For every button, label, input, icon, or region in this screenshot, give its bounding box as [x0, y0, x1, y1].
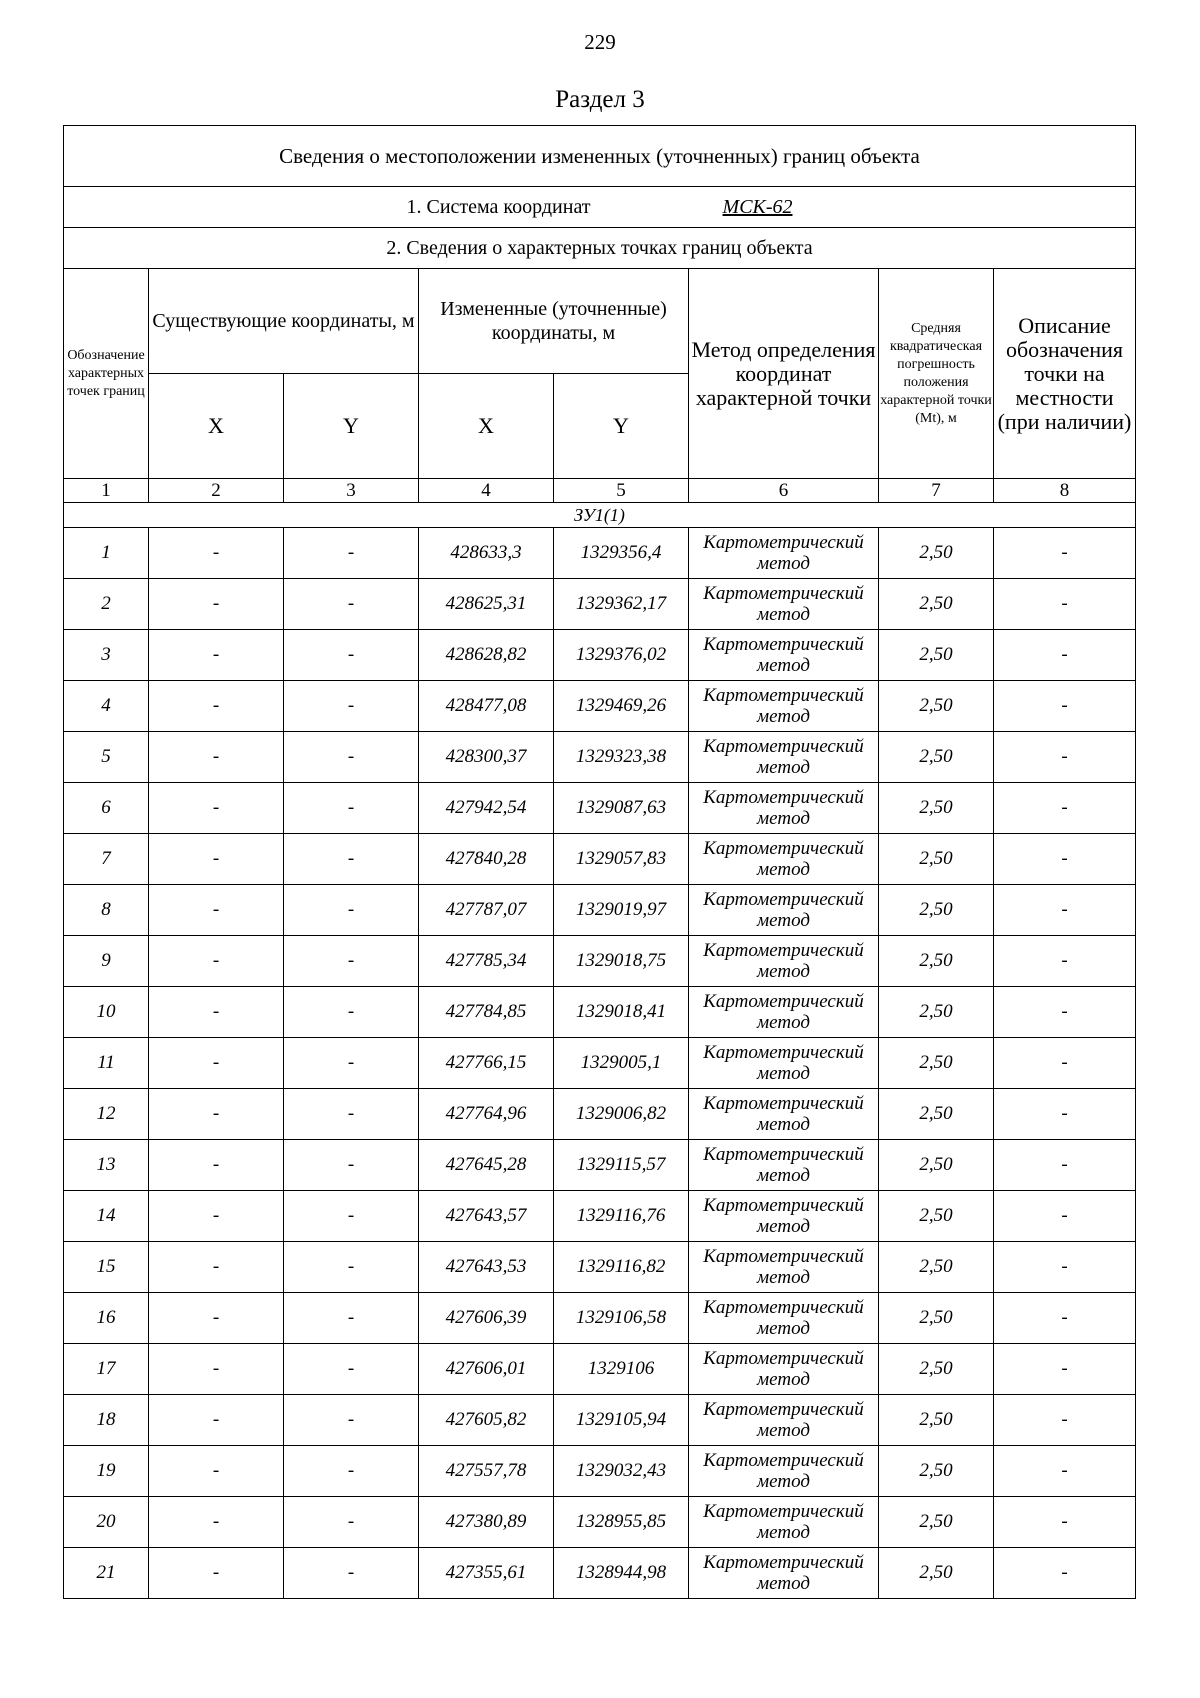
table-title: Сведения о местоположении измененных (уточненных) границ объекта [64, 126, 1136, 187]
existing-x: - [149, 1293, 284, 1344]
existing-y: - [284, 1038, 419, 1089]
existing-x: - [149, 1191, 284, 1242]
description: - [994, 732, 1136, 783]
existing-x: - [149, 1344, 284, 1395]
error-mt: 2,50 [879, 885, 994, 936]
changed-x: 427643,57 [419, 1191, 554, 1242]
error-mt: 2,50 [879, 681, 994, 732]
existing-y: - [284, 1140, 419, 1191]
description: - [994, 1191, 1136, 1242]
changed-x: 427785,34 [419, 936, 554, 987]
point-number: 11 [64, 1038, 149, 1089]
existing-y: - [284, 987, 419, 1038]
method: Картометрический метод [689, 681, 879, 732]
changed-y: 1329116,82 [554, 1242, 689, 1293]
existing-y: - [284, 579, 419, 630]
header-changed-y: Y [554, 374, 689, 479]
existing-y: - [284, 1293, 419, 1344]
description: - [994, 834, 1136, 885]
description: - [994, 1395, 1136, 1446]
description: - [994, 1242, 1136, 1293]
method: Картометрический метод [689, 1089, 879, 1140]
changed-x: 428477,08 [419, 681, 554, 732]
existing-x: - [149, 885, 284, 936]
changed-y: 1329087,63 [554, 783, 689, 834]
table-row [64, 1140, 1136, 1191]
changed-y: 1329376,02 [554, 630, 689, 681]
points-label: 2. Сведения о характерных точках границ объекта [64, 228, 1136, 269]
point-number: 6 [64, 783, 149, 834]
point-number: 20 [64, 1497, 149, 1548]
point-number: 5 [64, 732, 149, 783]
point-number: 2 [64, 579, 149, 630]
existing-x: - [149, 732, 284, 783]
point-number: 8 [64, 885, 149, 936]
changed-y: 1328955,85 [554, 1497, 689, 1548]
existing-y: - [284, 885, 419, 936]
error-mt: 2,50 [879, 1497, 994, 1548]
header-method: Метод определения координат характерной точки [689, 269, 879, 479]
description: - [994, 681, 1136, 732]
changed-x: 427643,53 [419, 1242, 554, 1293]
column-number: 4 [419, 479, 554, 503]
table-row [64, 1395, 1136, 1446]
changed-x: 427557,78 [419, 1446, 554, 1497]
error-mt: 2,50 [879, 1446, 994, 1497]
table-row [64, 1548, 1136, 1599]
changed-y: 1329356,4 [554, 528, 689, 579]
point-number: 1 [64, 528, 149, 579]
section-title: Раздел 3 [555, 86, 645, 113]
error-mt: 2,50 [879, 732, 994, 783]
table-row [64, 630, 1136, 681]
changed-y: 1329005,1 [554, 1038, 689, 1089]
error-mt: 2,50 [879, 1293, 994, 1344]
method: Картометрический метод [689, 1038, 879, 1089]
description: - [994, 1038, 1136, 1089]
changed-x: 427645,28 [419, 1140, 554, 1191]
header-changed-x: X [419, 374, 554, 479]
table-row [64, 1293, 1136, 1344]
point-number: 15 [64, 1242, 149, 1293]
changed-y: 1329106,58 [554, 1293, 689, 1344]
point-number: 13 [64, 1140, 149, 1191]
changed-x: 428625,31 [419, 579, 554, 630]
existing-y: - [284, 528, 419, 579]
changed-y: 1329006,82 [554, 1089, 689, 1140]
description: - [994, 936, 1136, 987]
method: Картометрический метод [689, 1548, 879, 1599]
group-label: ЗУ1(1) [64, 503, 1136, 528]
existing-y: - [284, 1548, 419, 1599]
existing-x: - [149, 1497, 284, 1548]
changed-x: 427380,89 [419, 1497, 554, 1548]
description: - [994, 783, 1136, 834]
point-number: 10 [64, 987, 149, 1038]
description: - [994, 528, 1136, 579]
method: Картометрический метод [689, 630, 879, 681]
method: Картометрический метод [689, 1395, 879, 1446]
existing-x: - [149, 1140, 284, 1191]
existing-x: - [149, 936, 284, 987]
changed-y: 1329116,76 [554, 1191, 689, 1242]
method: Картометрический метод [689, 1497, 879, 1548]
table-row [64, 987, 1136, 1038]
existing-y: - [284, 936, 419, 987]
method: Картометрический метод [689, 885, 879, 936]
table-row [64, 528, 1136, 579]
table-row [64, 732, 1136, 783]
page-number: 229 [584, 30, 616, 54]
column-numbers-row [64, 479, 1136, 503]
description: - [994, 579, 1136, 630]
changed-y: 1329018,75 [554, 936, 689, 987]
changed-x: 427787,07 [419, 885, 554, 936]
changed-x: 427606,39 [419, 1293, 554, 1344]
changed-y: 1329362,17 [554, 579, 689, 630]
header-existing-y: Y [284, 374, 419, 479]
error-mt: 2,50 [879, 936, 994, 987]
method: Картометрический метод [689, 1293, 879, 1344]
changed-y: 1329105,94 [554, 1395, 689, 1446]
table-row [64, 1089, 1136, 1140]
column-number: 1 [64, 479, 149, 503]
changed-x: 427784,85 [419, 987, 554, 1038]
existing-y: - [284, 681, 419, 732]
table-row [64, 1344, 1136, 1395]
existing-y: - [284, 1344, 419, 1395]
point-number: 12 [64, 1089, 149, 1140]
changed-x: 427355,61 [419, 1548, 554, 1599]
description: - [994, 1446, 1136, 1497]
header-description: Описание обозначения точки на местности (при наличии) [994, 269, 1136, 479]
changed-y: 1329057,83 [554, 834, 689, 885]
changed-x: 427942,54 [419, 783, 554, 834]
point-number: 19 [64, 1446, 149, 1497]
description: - [994, 885, 1136, 936]
changed-y: 1329323,38 [554, 732, 689, 783]
existing-y: - [284, 630, 419, 681]
changed-y: 1329115,57 [554, 1140, 689, 1191]
existing-y: - [284, 732, 419, 783]
existing-x: - [149, 681, 284, 732]
column-number: 8 [994, 479, 1136, 503]
existing-y: - [284, 1395, 419, 1446]
error-mt: 2,50 [879, 1191, 994, 1242]
existing-y: - [284, 834, 419, 885]
method: Картометрический метод [689, 1446, 879, 1497]
error-mt: 2,50 [879, 1242, 994, 1293]
existing-x: - [149, 1446, 284, 1497]
existing-x: - [149, 579, 284, 630]
method: Картометрический метод [689, 1191, 879, 1242]
changed-y: 1329019,97 [554, 885, 689, 936]
changed-x: 427840,28 [419, 834, 554, 885]
coord-system-row [64, 187, 1136, 228]
changed-y: 1328944,98 [554, 1548, 689, 1599]
error-mt: 2,50 [879, 1089, 994, 1140]
existing-y: - [284, 1446, 419, 1497]
existing-x: - [149, 1242, 284, 1293]
changed-x: 427605,82 [419, 1395, 554, 1446]
changed-x: 428633,3 [419, 528, 554, 579]
error-mt: 2,50 [879, 1548, 994, 1599]
existing-x: - [149, 834, 284, 885]
existing-x: - [149, 528, 284, 579]
method: Картометрический метод [689, 528, 879, 579]
method: Картометрический метод [689, 1140, 879, 1191]
point-number: 7 [64, 834, 149, 885]
method: Картометрический метод [689, 783, 879, 834]
table-row [64, 783, 1136, 834]
changed-x: 427766,15 [419, 1038, 554, 1089]
description: - [994, 1548, 1136, 1599]
description: - [994, 1140, 1136, 1191]
existing-x: - [149, 1548, 284, 1599]
header-existing: Существующие координаты, м [149, 269, 419, 374]
header-existing-x: X [149, 374, 284, 479]
table-row [64, 1242, 1136, 1293]
table-row [64, 1497, 1136, 1548]
column-number: 3 [284, 479, 419, 503]
error-mt: 2,50 [879, 1395, 994, 1446]
error-mt: 2,50 [879, 1140, 994, 1191]
column-number: 5 [554, 479, 689, 503]
existing-x: - [149, 1038, 284, 1089]
error-mt: 2,50 [879, 1344, 994, 1395]
changed-y: 1329018,41 [554, 987, 689, 1038]
method: Картометрический метод [689, 987, 879, 1038]
header-changed: Измененные (уточненные) координаты, м [419, 269, 689, 374]
point-number: 4 [64, 681, 149, 732]
method: Картометрический метод [689, 732, 879, 783]
table-row [64, 1446, 1136, 1497]
changed-y: 1329469,26 [554, 681, 689, 732]
error-mt: 2,50 [879, 783, 994, 834]
changed-x: 427764,96 [419, 1089, 554, 1140]
header-designation: Обозначение характерных точек границ [64, 269, 149, 479]
existing-x: - [149, 987, 284, 1038]
table-row [64, 681, 1136, 732]
changed-y: 1329106 [554, 1344, 689, 1395]
description: - [994, 1089, 1136, 1140]
description: - [994, 1344, 1136, 1395]
table-row [64, 1038, 1136, 1089]
description: - [994, 630, 1136, 681]
coord-system-value: МСК-62 [722, 195, 793, 218]
changed-x: 427606,01 [419, 1344, 554, 1395]
error-mt: 2,50 [879, 1038, 994, 1089]
description: - [994, 1497, 1136, 1548]
table-row [64, 834, 1136, 885]
table-row [64, 936, 1136, 987]
existing-x: - [149, 1395, 284, 1446]
error-mt: 2,50 [879, 579, 994, 630]
column-number: 6 [689, 479, 879, 503]
changed-x: 428628,82 [419, 630, 554, 681]
method: Картометрический метод [689, 1344, 879, 1395]
error-mt: 2,50 [879, 834, 994, 885]
changed-x: 428300,37 [419, 732, 554, 783]
point-number: 21 [64, 1548, 149, 1599]
point-number: 9 [64, 936, 149, 987]
point-number: 18 [64, 1395, 149, 1446]
existing-x: - [149, 630, 284, 681]
description: - [994, 1293, 1136, 1344]
existing-x: - [149, 1089, 284, 1140]
point-number: 16 [64, 1293, 149, 1344]
point-number: 17 [64, 1344, 149, 1395]
coord-system-label: 1. Система координат [406, 195, 591, 218]
boundary-points-table [63, 125, 1136, 1599]
method: Картометрический метод [689, 1242, 879, 1293]
point-number: 14 [64, 1191, 149, 1242]
error-mt: 2,50 [879, 528, 994, 579]
existing-y: - [284, 1497, 419, 1548]
existing-y: - [284, 783, 419, 834]
column-number: 2 [149, 479, 284, 503]
existing-y: - [284, 1242, 419, 1293]
error-mt: 2,50 [879, 987, 994, 1038]
table-row [64, 579, 1136, 630]
existing-x: - [149, 783, 284, 834]
table-row [64, 885, 1136, 936]
point-number: 3 [64, 630, 149, 681]
method: Картометрический метод [689, 936, 879, 987]
header-error: Средняя квадратическая погрешность положения характерной точки (Mt), м [879, 269, 994, 479]
existing-y: - [284, 1089, 419, 1140]
error-mt: 2,50 [879, 630, 994, 681]
method: Картометрический метод [689, 834, 879, 885]
method: Картометрический метод [689, 579, 879, 630]
existing-y: - [284, 1191, 419, 1242]
table-row [64, 1191, 1136, 1242]
description: - [994, 987, 1136, 1038]
column-number: 7 [879, 479, 994, 503]
changed-y: 1329032,43 [554, 1446, 689, 1497]
